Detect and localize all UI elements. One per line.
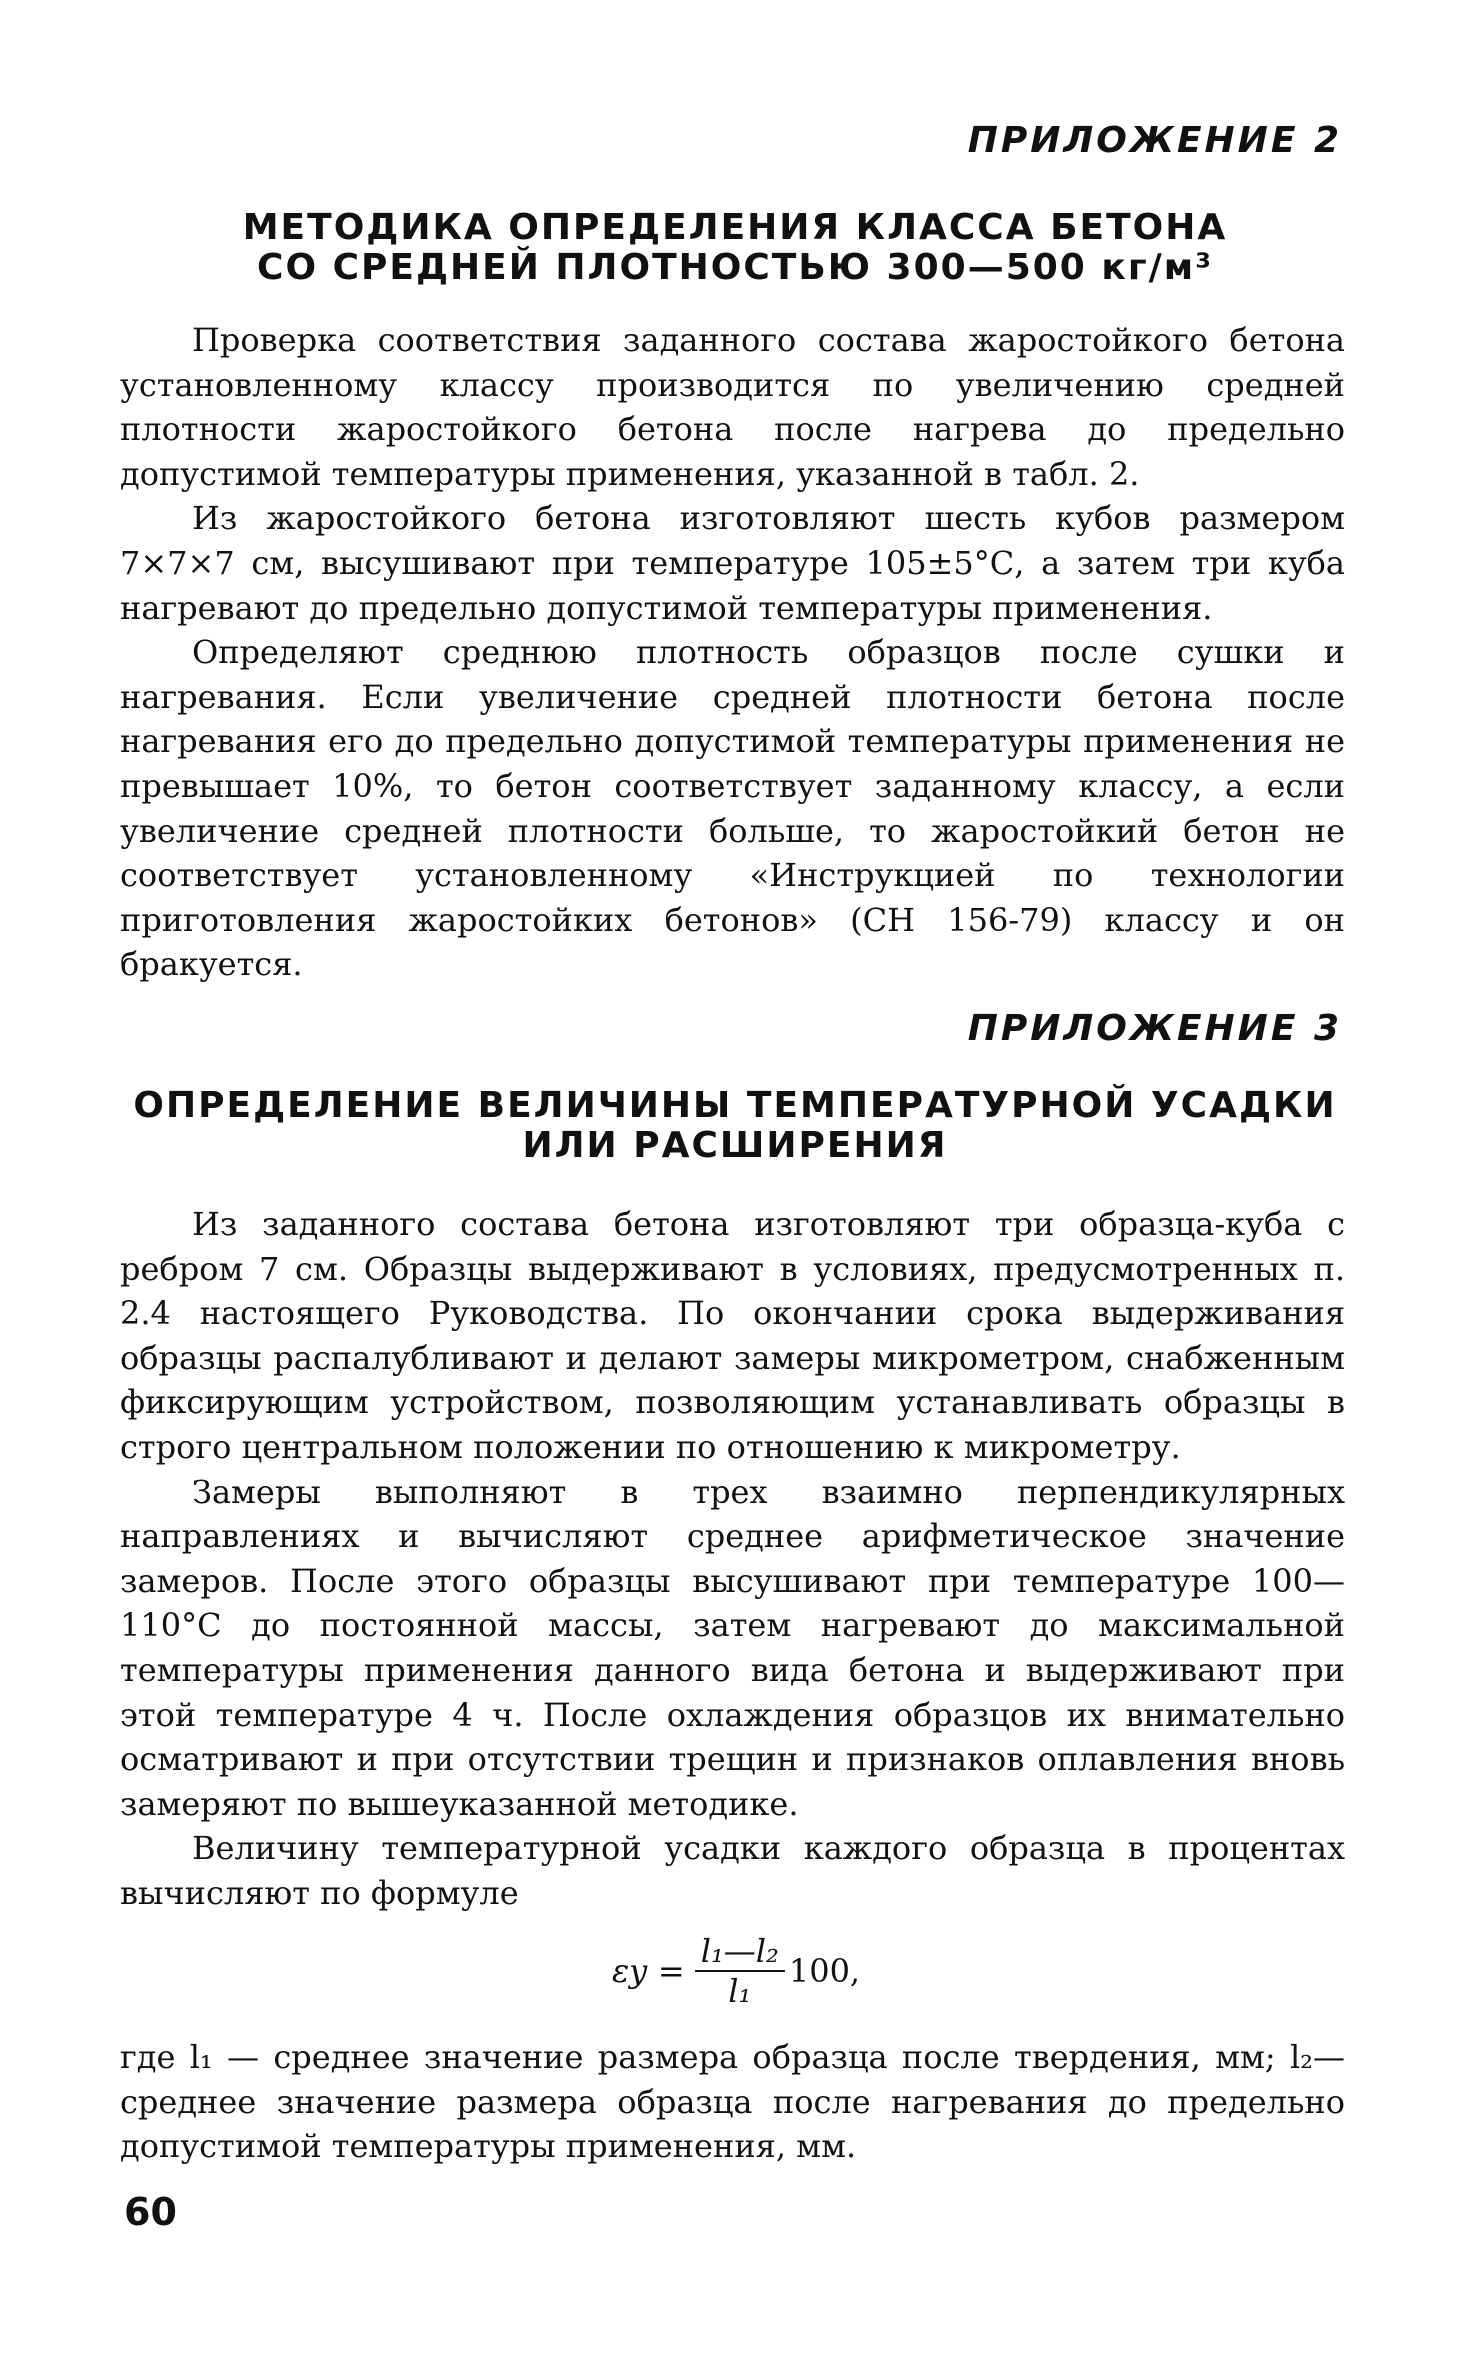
shrinkage-formula xyxy=(612,1932,860,2010)
appendix-2-title-line2: СО СРЕДНЕЙ ПЛОТНОСТЬЮ 300—500 кг/м³ xyxy=(257,247,1213,288)
paragraph: Замеры выполняют в трех взаимно перпендикулярных направлениях и вычисляют среднее арифметическое значение замеров. После этого образцы высушивают при температуре 100—110°С до постоянной массы, затем нагревают до максимальной температуры применения данного вида бетона и выдерживают при этой температуре 4 ч. После охлаждения образцов их внимательно осматривают и при отсутствии трещин и признаков оплавления вновь замеряют по вышеуказанной методике. xyxy=(120,1472,1345,1823)
formula-lhs: εу = xyxy=(612,1952,685,1990)
appendix-3-label: ПРИЛОЖЕНИЕ 3 xyxy=(967,1008,1342,1049)
paragraph: Из заданного состава бетона изготовляют три образца-куба с ребром 7 см. Образцы выдерживают в условиях, предусмотренных п. 2.4 настоящего Руководства. По окончании срока выдерживания образцы распалубливают и делают замеры микрометром, снабженным фиксирующим устройством, позволяющим устанавливать образцы в строго центральном положении по отношению к микрометру. xyxy=(120,1205,1345,1466)
appendix-2-label: ПРИЛОЖЕНИЕ 2 xyxy=(967,120,1342,161)
appendix-2-title-line1: МЕТОДИКА ОПРЕДЕЛЕНИЯ КЛАССА БЕТОНА xyxy=(242,207,1228,248)
appendix-3-title-line2: ИЛИ РАСШИРЕНИЯ xyxy=(522,1125,948,1166)
paragraph: Из жаростойкого бетона изготовляют шесть кубов размером 7×7×7 см, высушивают при температуре 105±5°С, а затем три куба нагревают до предельно допустимой температуры применения. xyxy=(120,499,1345,627)
where-paragraph: где l₁ — среднее значение размера образца после твердения, мм; l₂— среднее значение размера образца после нагревания до предельно допустимой температуры применения, мм. xyxy=(120,2038,1345,2166)
page-number: 60 xyxy=(124,2190,177,2234)
formula-explanation xyxy=(120,2035,1345,2169)
formula-denominator: l₁ xyxy=(728,1972,752,2010)
formula-fraction xyxy=(695,1932,785,2010)
appendix-3-body xyxy=(120,1202,1345,1916)
appendix-2-title xyxy=(120,208,1350,288)
formula-factor: 100, xyxy=(788,1952,861,1990)
appendix-3-title xyxy=(120,1086,1350,1166)
paragraph: Проверка соответствия заданного состава жаростойкого бетона установленному классу производится по увеличению средней плотности жаростойкого бетона после нагрева до предельно допустимой температуры применения, указанной в табл. 2. xyxy=(120,321,1345,493)
appendix-3-title-line1: ОПРЕДЕЛЕНИЕ ВЕЛИЧИНЫ ТЕМПЕРАТУРНОЙ УСАДКИ xyxy=(133,1085,1337,1126)
paragraph: Определяют среднюю плотность образцов после сушки и нагревания. Если увеличение средней плотности бетона после нагревания его до предельно допустимой температуры применения не превышает 10%, то бетон соответствует заданному классу, а если увеличение средней плотности больше, то жаростойкий бетон не соответствует установленному «Инструкцией по технологии приготовления жаростойких бетонов» (СН 156-79) классу и он бракуется. xyxy=(120,633,1345,984)
formula-numerator: l₁—l₂ xyxy=(695,1932,785,1972)
appendix-2-body xyxy=(120,318,1345,987)
paragraph: Величину температурной усадки каждого образца в процентах вычисляют по формуле xyxy=(120,1829,1345,1912)
